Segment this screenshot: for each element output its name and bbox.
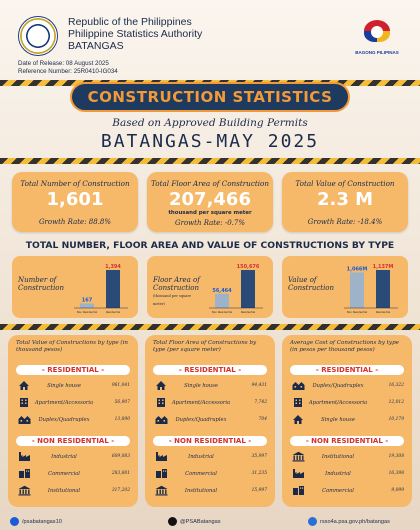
data-label: 150,676 <box>236 264 260 270</box>
kpi-value: 2.3 M <box>316 189 374 210</box>
bar-non-residential <box>350 272 364 308</box>
kpi-total-number <box>12 172 138 232</box>
house-icon <box>153 380 169 392</box>
mini-chart-value <box>282 256 408 318</box>
item-value: 19,308 <box>388 454 404 459</box>
house-icon <box>290 414 306 426</box>
item-value: 10,179 <box>388 417 404 422</box>
chart-svg-number <box>70 258 134 316</box>
factory-icon <box>16 451 32 463</box>
kpi-value: 1,601 <box>46 189 104 210</box>
list-item <box>8 394 138 411</box>
item-value: 609,083 <box>111 454 130 459</box>
category-label: Residential <box>240 311 256 314</box>
column-title: Average Cost of Constructions by type (in pesos per thousand pesos) <box>290 340 399 353</box>
chart-subtitle: (thousand per square meter) <box>153 294 192 306</box>
list-item <box>8 411 138 428</box>
duplex-icon <box>153 414 169 426</box>
data-label: 1,394 <box>105 264 121 270</box>
item-value: 961,041 <box>111 383 130 388</box>
item-value: 12,012 <box>388 400 404 405</box>
page-title: CONSTRUCTION STATISTICS <box>87 88 333 106</box>
bar-residential <box>376 270 390 308</box>
list-item <box>145 465 275 482</box>
apartment-icon <box>16 397 32 409</box>
item-name: Duplex/Quadruplex <box>175 416 227 423</box>
mini-chart-floor-area <box>147 256 273 318</box>
title-banner <box>70 82 350 112</box>
org-line-3: BATANGAS <box>68 40 124 52</box>
column-floor-area-by-type <box>145 335 275 507</box>
mini-chart-number <box>12 256 138 318</box>
item-name: Apartment/Accessoria <box>171 399 231 406</box>
data-label: 1,137M <box>372 264 394 270</box>
list-item <box>145 394 275 411</box>
release-date: Date of Release: 08 August 2025 <box>18 60 109 67</box>
list-item <box>282 482 412 499</box>
list-item <box>8 465 138 482</box>
facebook-handle: /psabatangas10 <box>22 518 62 525</box>
twitter-link[interactable] <box>168 517 221 526</box>
item-value: 9,099 <box>391 488 404 493</box>
item-name: Commercial <box>48 470 80 477</box>
apartment-icon <box>290 397 306 409</box>
place-period: BATANGAS-MAY 2025 <box>100 131 320 152</box>
spacer <box>145 428 275 434</box>
factory-icon <box>153 451 169 463</box>
list-item <box>282 394 412 411</box>
item-name: Industrial <box>188 453 214 460</box>
kpi-total-value <box>282 172 408 232</box>
residential-label: - RESIDENTIAL - <box>290 365 404 375</box>
spacer <box>282 428 412 434</box>
header <box>8 8 412 78</box>
bar-residential <box>241 270 255 308</box>
institution-icon <box>290 451 306 463</box>
list-item <box>145 411 275 428</box>
item-value: 94,431 <box>251 383 267 388</box>
duplex-icon <box>16 414 32 426</box>
kpi-growth: Growth Rate: -0.7% <box>175 219 245 227</box>
category-label: Residential <box>375 311 391 314</box>
bar-residential <box>106 270 120 308</box>
chart-svg-value <box>340 258 404 316</box>
list-item <box>145 377 275 394</box>
list-item <box>8 482 138 499</box>
item-name: Institutional <box>184 487 218 494</box>
item-name: Apartment/Accessoria <box>34 399 94 406</box>
globe-icon <box>308 517 317 526</box>
item-name: Commercial <box>185 470 217 477</box>
partner-logo-text: BAGONG PILIPINAS <box>355 50 399 55</box>
chart-svg-floor-area <box>205 258 269 316</box>
list-item <box>8 377 138 394</box>
item-name: Duplex/Quadruplex <box>38 416 90 423</box>
item-value: 317,202 <box>111 488 130 493</box>
page-subtitle: Based on Approved Building Permits <box>112 117 308 129</box>
item-name: Institutional <box>321 453 355 460</box>
duplex-icon <box>290 380 306 392</box>
column-average-cost-by-type <box>282 335 412 507</box>
item-value: 16,398 <box>388 471 404 476</box>
x-icon <box>168 517 177 526</box>
item-value: 56,907 <box>114 400 130 405</box>
category-label: Residential <box>105 311 121 314</box>
item-value: 13,890 <box>114 417 130 422</box>
list-item <box>282 448 412 465</box>
item-value: 35,997 <box>251 454 267 459</box>
residential-label: - RESIDENTIAL - <box>16 365 130 375</box>
caution-tape-middle <box>0 158 420 164</box>
kpi-unit: thousand per square meter <box>168 210 252 216</box>
list-item <box>282 411 412 428</box>
kpi-label: Total Floor Area of Construction <box>151 179 269 188</box>
item-name: Institutional <box>47 487 81 494</box>
list-item <box>145 448 275 465</box>
caution-tape-bottom <box>0 324 420 330</box>
item-name: Single house <box>184 382 218 389</box>
data-label: 56,464 <box>212 287 232 294</box>
apartment-icon <box>153 397 169 409</box>
kpi-label: Total Value of Construction <box>295 179 395 188</box>
data-label: 1,066M <box>346 266 368 273</box>
shop-icon <box>153 468 169 480</box>
bar-non-residential <box>80 303 94 308</box>
category-label: Non Residential <box>346 311 368 314</box>
footer <box>0 513 420 530</box>
spacer <box>8 428 138 434</box>
bagong-pilipinas-logo <box>354 14 400 66</box>
list-item <box>282 377 412 394</box>
release-info <box>18 60 118 76</box>
org-line-2: Philippine Statistics Authority <box>68 28 203 40</box>
kpi-growth: Growth Rate: 88.8% <box>38 218 112 226</box>
item-value: 283,881 <box>111 471 130 476</box>
item-name: Duplex/Quadruplex <box>312 382 364 389</box>
item-value: 31,235 <box>251 471 267 476</box>
chart-title: Number of Construction <box>18 276 65 292</box>
sun-icon <box>360 14 394 48</box>
item-name: Single house <box>321 416 355 423</box>
kpi-value: 207,466 <box>169 189 251 210</box>
item-name: Commercial <box>322 487 354 494</box>
section-title: TOTAL NUMBER, FLOOR AREA AND VALUE OF CONSTRUCTIONS BY TYPE <box>25 240 395 251</box>
list-item <box>8 448 138 465</box>
category-label: Non Residential <box>211 311 233 314</box>
twitter-handle: @PSABatangas <box>180 518 221 525</box>
list-item <box>145 482 275 499</box>
item-value: 7,742 <box>254 400 267 405</box>
item-value: 16,322 <box>388 383 404 388</box>
kpi-growth: Growth Rate: -18.4% <box>307 218 383 226</box>
non-residential-label: - NON RESIDENTIAL - <box>16 436 130 446</box>
item-name: Industrial <box>51 453 77 460</box>
institution-icon <box>16 485 32 497</box>
kpi-total-floor-area <box>147 172 273 232</box>
psa-seal-icon <box>18 16 58 56</box>
shop-icon <box>16 468 32 480</box>
column-title: Total Floor Area of Constructions by type (per square meter) <box>153 340 257 353</box>
item-name: Apartment/Accessoria <box>308 399 368 406</box>
chart-title: Value of Construction <box>288 276 335 292</box>
chart-title-block <box>153 276 203 308</box>
category-label: Non Residential <box>76 311 98 314</box>
item-name: Industrial <box>325 470 351 477</box>
shop-icon <box>290 485 306 497</box>
item-name: Single house <box>47 382 81 389</box>
kpi-label: Total Number of Construction <box>20 179 130 188</box>
website-url: rsso4a.psa.gov.ph/batangas <box>320 518 390 525</box>
institution-icon <box>153 485 169 497</box>
website-link[interactable] <box>308 517 390 526</box>
organization-block <box>68 16 202 52</box>
residential-label: - RESIDENTIAL - <box>153 365 267 375</box>
column-value-by-type <box>8 335 138 507</box>
non-residential-label: - NON RESIDENTIAL - <box>290 436 404 446</box>
facebook-link[interactable] <box>10 517 62 526</box>
list-item <box>282 465 412 482</box>
column-title: Total Value of Constructions by type (in thousand pesos) <box>16 340 128 353</box>
facebook-icon <box>10 517 19 526</box>
org-line-1: Republic of the Philippines <box>68 16 192 28</box>
item-value: 704 <box>258 417 267 422</box>
data-label: 167 <box>81 297 93 304</box>
chart-title: Floor Area of Construction <box>153 276 200 292</box>
bar-non-residential <box>215 294 229 308</box>
non-residential-label: - NON RESIDENTIAL - <box>153 436 267 446</box>
house-icon <box>16 380 32 392</box>
factory-icon <box>290 468 306 480</box>
item-value: 15,997 <box>251 488 267 493</box>
reference-number: Reference Number: 25R0410-IG034 <box>18 68 118 75</box>
